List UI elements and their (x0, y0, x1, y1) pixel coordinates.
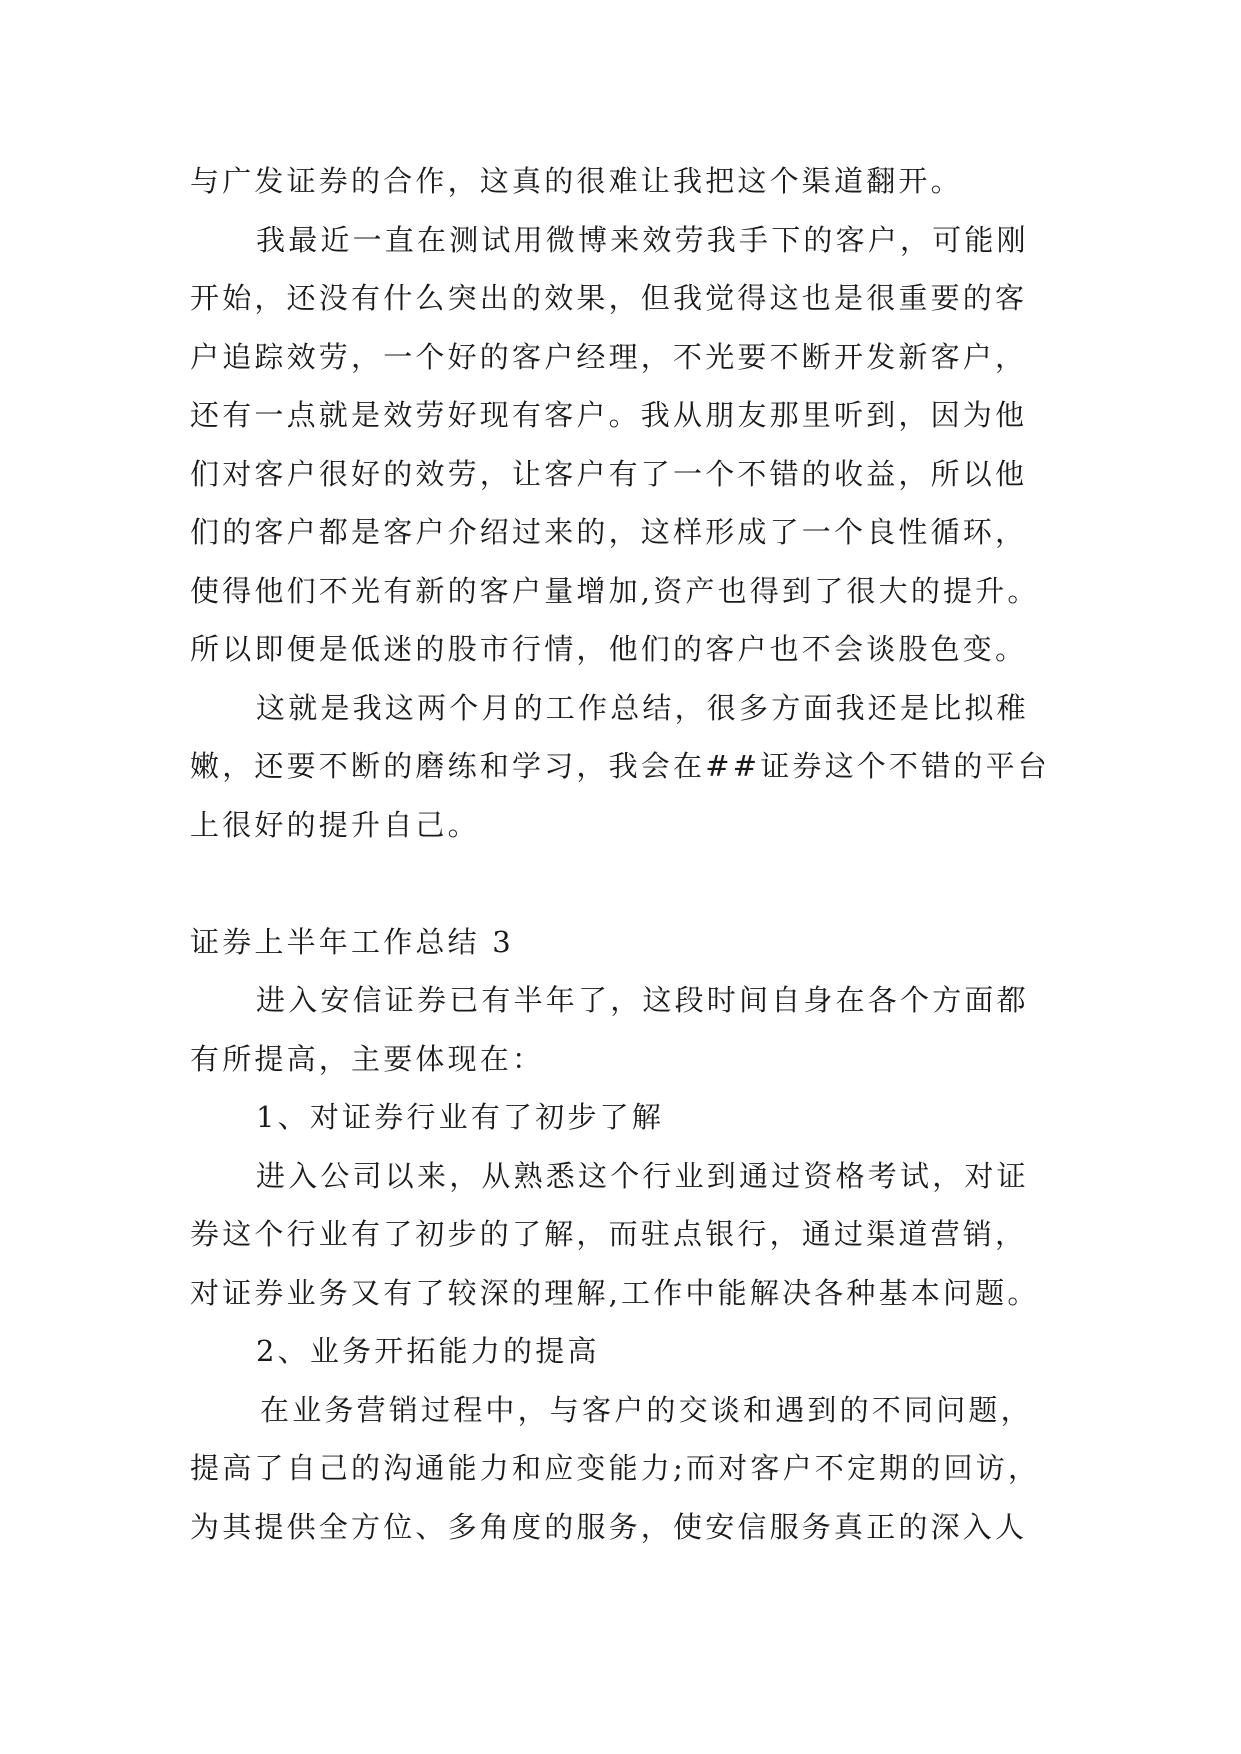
paragraph-line: 上很好的提升自己。 (190, 807, 480, 842)
paragraph-line: 在业务营销过程中，与客户的交谈和遇到的不同问题， (260, 1392, 1033, 1427)
paragraph-line: 所以即便是低迷的股市行情，他们的客户也不会谈股色变。 (190, 632, 1028, 666)
paragraph-line: 我最近一直在测试用微博来效劳我手下的客户，可能刚 (256, 222, 1029, 257)
paragraph-line: 们对客户很好的效劳，让客户有了一个不错的收益，所以他 (190, 456, 1028, 491)
paragraph-line: 券这个行业有了初步的了解，而驻点银行，通过渠道营销， (190, 1217, 1028, 1251)
numbered-subheading: 2、业务开拓能力的提高 (256, 1334, 600, 1368)
numbered-subheading: 1、对证券行业有了初步了解 (256, 1100, 665, 1134)
section-gap (190, 854, 1070, 913)
paragraph-line: 们的客户都是客户介绍过来的，这样形成了一个良性循环， (190, 515, 1028, 549)
paragraph-line: 开始，还没有什么突出的效果，但我觉得这也是很重要的客 (190, 281, 1028, 315)
section-heading: 证券上半年工作总结 3 (190, 924, 514, 959)
paragraph-line: 提高了自己的沟通能力和应变能力;而对客户不定期的回访， (190, 1451, 1041, 1485)
paragraph-line: 进入公司以来，从熟悉这个行业到通过资格考试，对证 (256, 1158, 1029, 1193)
paragraph-line: 对证券业务又有了较深的理解,工作中能解决各种基本问题。 (190, 1275, 1040, 1310)
paragraph-line: 使得他们不光有新的客户量增加,资产也得到了很大的提升。 (190, 573, 1040, 608)
paragraph-line: 有所提高，主要体现在： (190, 1041, 545, 1076)
document-body (190, 152, 1070, 1556)
paragraph-line: 进入安信证券已有半年了，这段时间自身在各个方面都 (256, 983, 1029, 1017)
paragraph-line: 这就是我这两个月的工作总结，很多方面我还是比拟稚 (256, 690, 1029, 725)
paragraph-line: 还有一点就是效劳好现有客户。我从朋友那里听到，因为他 (190, 398, 1028, 432)
paragraph-line: 为其提供全方位、多角度的服务，使安信服务真正的深入人 (190, 1509, 1028, 1544)
paragraph-line: 嫩，还要不断的磨练和学习，我会在##证券这个不错的平台 (190, 749, 1050, 783)
paragraph-line: 户追踪效劳，一个好的客户经理，不光要不断开发新客户， (190, 339, 1028, 374)
paragraph-line: 与广发证券的合作，这真的很难让我把这个渠道翻开。 (190, 164, 963, 198)
